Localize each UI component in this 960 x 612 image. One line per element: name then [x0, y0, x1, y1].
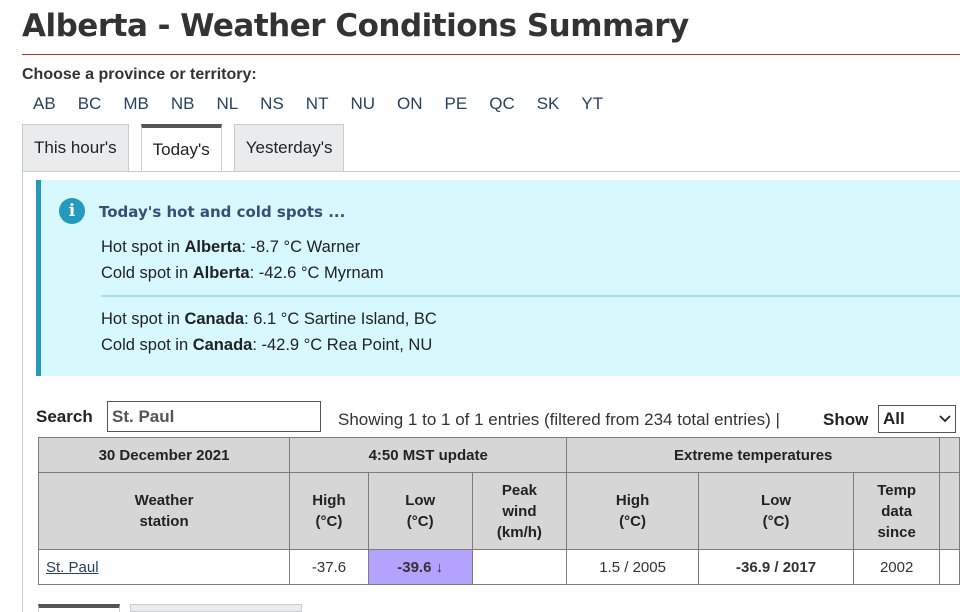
province-link-pe[interactable]: PE [444, 94, 468, 113]
alert-heading: Today's hot and cold spots ... [99, 203, 346, 221]
weather-table [38, 437, 960, 585]
high-cell: -37.6 [290, 550, 369, 585]
province-link-qc[interactable]: QC [489, 94, 515, 113]
extreme-low-cell: -36.9 / 2017 [698, 550, 853, 585]
hot-spot-prefix: Hot spot in [101, 310, 185, 328]
province-cold-spot [101, 264, 384, 283]
province-link-ns[interactable]: NS [260, 94, 284, 113]
province-link-ab[interactable]: AB [33, 94, 56, 113]
province-list [22, 94, 614, 114]
col-header-extreme-high[interactable] [567, 473, 699, 550]
hot-spot-region: Canada [184, 310, 245, 328]
station-cell [39, 550, 290, 585]
tab-yesterday[interactable]: Yesterday's [234, 124, 345, 172]
tab-today[interactable]: Today's [141, 124, 222, 172]
tab-this-hour[interactable]: This hour's [22, 124, 129, 172]
tab-panel-top-border [22, 171, 960, 172]
province-link-bc[interactable]: BC [77, 94, 102, 113]
col-header-high-label: High (°C) [312, 492, 346, 530]
province-link-nu[interactable]: NU [350, 94, 376, 113]
entries-info: Showing 1 to 1 of 1 entries (filtered from 234 total entries) | [338, 410, 780, 429]
title-divider [22, 54, 960, 55]
temp-since-cell: 2002 [854, 550, 940, 585]
col-header-extreme-high-label: High (°C) [615, 492, 650, 530]
alert-divider [101, 295, 960, 297]
province-link-on[interactable]: ON [397, 94, 423, 113]
search-input[interactable] [107, 401, 321, 432]
cold-spot-value: : -42.9 °C Rea Point, NU [252, 336, 433, 354]
province-hot-spot [101, 238, 360, 257]
col-header-peak-wind[interactable] [472, 473, 567, 550]
col-header-low-label: Low (°C) [405, 492, 436, 530]
cold-spot-region: Canada [192, 336, 253, 354]
col-header-peak-wind-label: Peak wind (km/h) [496, 481, 542, 541]
table-row [39, 550, 960, 585]
low-cell: -39.6 ↓ [368, 550, 472, 585]
col-header-high[interactable] [290, 473, 369, 550]
hot-cold-spots-alert [36, 180, 960, 376]
extra-column-header [940, 438, 960, 473]
col-header-extreme-low[interactable] [698, 473, 853, 550]
province-link-nb[interactable]: NB [170, 94, 195, 113]
col-header-low[interactable] [368, 473, 472, 550]
hot-spot-value: : -8.7 °C Warner [241, 238, 361, 256]
col-header-temp-since-label: Temp data since [877, 481, 917, 541]
info-icon: i [59, 198, 85, 224]
cold-spot-prefix: Cold spot in [101, 336, 193, 354]
tab-panel-left-border [22, 171, 23, 612]
hot-spot-region: Alberta [184, 238, 242, 256]
update-group-header: 4:50 MST update [290, 438, 567, 473]
show-label: Show [823, 410, 869, 429]
province-link-nt[interactable]: NT [305, 94, 329, 113]
cold-spot-prefix: Cold spot in [101, 264, 193, 282]
col-header-temp-since[interactable] [854, 473, 940, 550]
canada-hot-spot [101, 310, 437, 329]
search-label: Search [36, 407, 93, 426]
province-link-mb[interactable]: MB [123, 94, 149, 113]
extreme-high-cell: 1.5 / 2005 [567, 550, 699, 585]
pagination-tab[interactable] [130, 604, 302, 612]
extreme-group-header: Extreme temperatures [567, 438, 940, 473]
province-link-yt[interactable]: YT [581, 94, 604, 113]
province-link-sk[interactable]: SK [536, 94, 560, 113]
show-entries-select[interactable] [878, 405, 956, 433]
show-entries-value: All [883, 409, 905, 428]
chevron-down-icon [939, 415, 951, 423]
col-header-extra [940, 473, 960, 550]
page-title: Alberta - Weather Conditions Summary [22, 8, 689, 44]
cold-spot-region: Alberta [192, 264, 250, 282]
col-header-extreme-low-label: Low (°C) [761, 492, 792, 530]
province-link-nl[interactable]: NL [216, 94, 239, 113]
date-group-header: 30 December 2021 [39, 438, 290, 473]
hot-spot-prefix: Hot spot in [101, 238, 185, 256]
province-chooser-label: Choose a province or territory: [22, 66, 257, 83]
col-header-station-label: Weather station [134, 492, 194, 530]
peak-wind-cell [472, 550, 567, 585]
cold-spot-value: : -42.6 °C Myrnam [249, 264, 384, 282]
col-header-station[interactable] [39, 473, 290, 550]
hot-spot-value: : 6.1 °C Sartine Island, BC [244, 310, 437, 328]
period-tabs [22, 124, 344, 172]
pagination-tab-active[interactable] [38, 604, 120, 612]
station-link[interactable]: St. Paul [46, 558, 99, 576]
canada-cold-spot [101, 336, 432, 355]
extra-cell [940, 550, 960, 585]
